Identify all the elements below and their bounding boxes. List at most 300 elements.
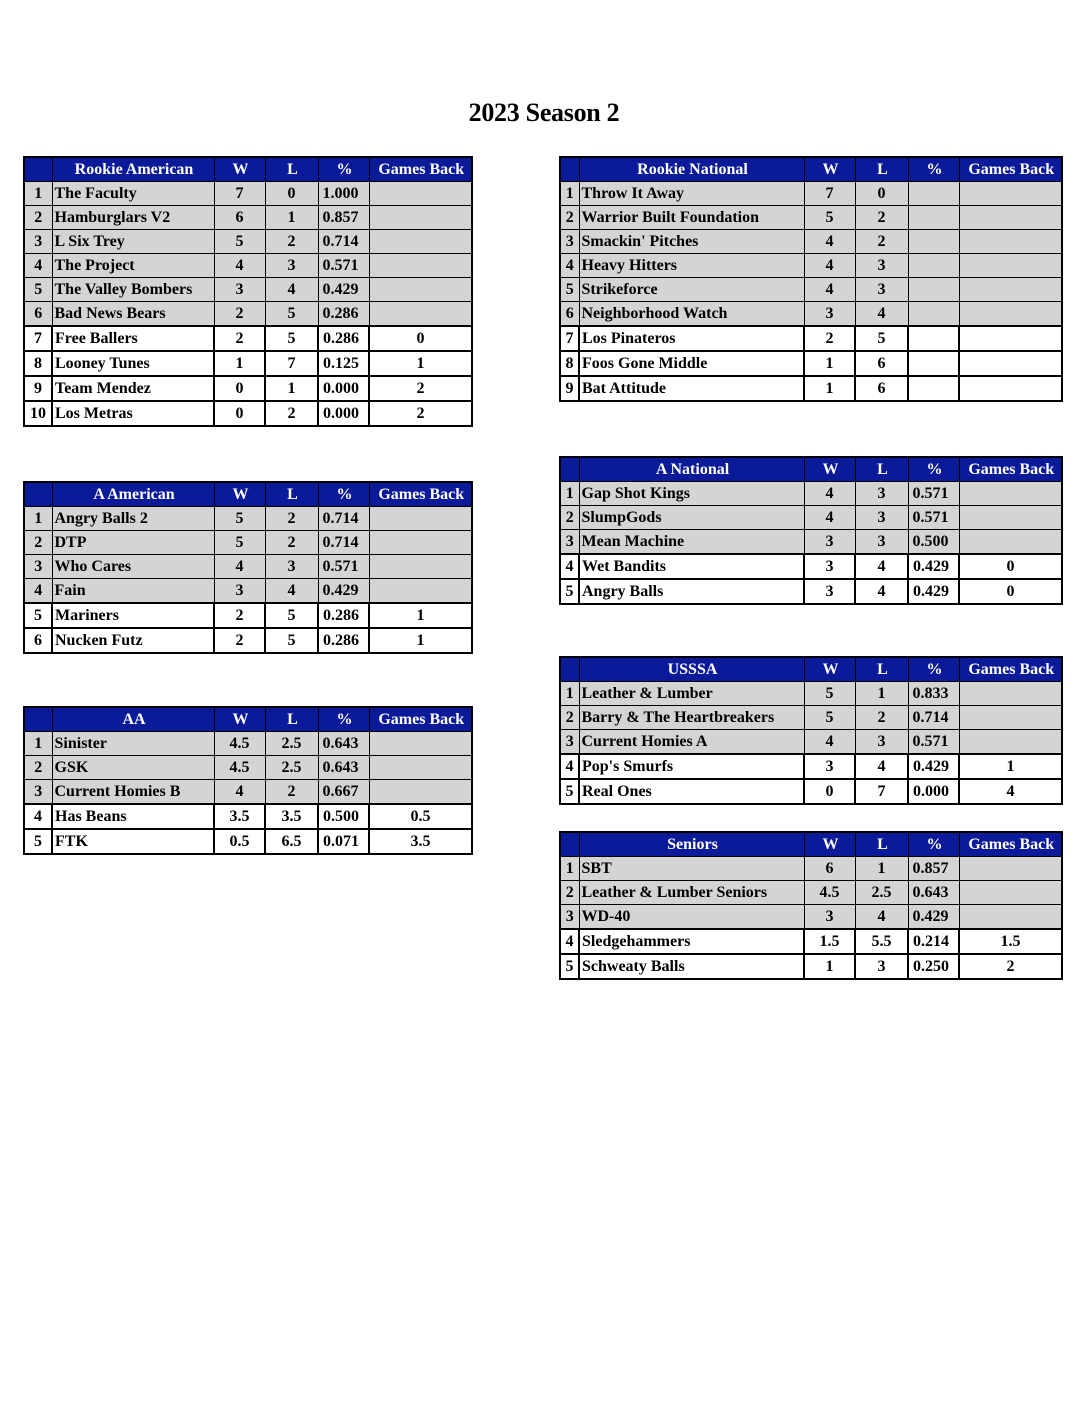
rank-header xyxy=(24,157,52,182)
games-back-cell: 2 xyxy=(959,954,1062,979)
losses-header: L xyxy=(855,832,908,857)
pct-cell xyxy=(908,351,959,376)
team-cell: Throw It Away xyxy=(579,182,804,206)
table-row xyxy=(24,804,472,829)
table-row xyxy=(24,326,472,351)
rank-cell: 1 xyxy=(24,507,52,531)
losses-cell: 4 xyxy=(855,754,908,779)
pct-cell xyxy=(908,206,959,230)
losses-cell: 0 xyxy=(855,182,908,206)
wins-cell: 3 xyxy=(804,905,855,930)
page-title: 2023 Season 2 xyxy=(468,98,620,127)
team-cell: Fain xyxy=(52,579,214,604)
pct-cell xyxy=(908,326,959,351)
rank-cell: 4 xyxy=(24,804,52,829)
team-cell: Heavy Hitters xyxy=(579,254,804,278)
games-back-cell xyxy=(369,206,472,230)
header-row xyxy=(560,832,1062,857)
pct-cell: 0.250 xyxy=(908,954,959,979)
losses-cell: 2.5 xyxy=(265,732,318,756)
wins-cell: 4 xyxy=(804,278,855,302)
losses-header: L xyxy=(265,482,318,507)
games-back-cell: 3.5 xyxy=(369,829,472,854)
losses-cell: 2 xyxy=(855,706,908,730)
games-back-header: Games Back xyxy=(959,157,1062,182)
pct-cell: 0.500 xyxy=(908,530,959,555)
games-back-cell: 4 xyxy=(959,779,1062,804)
team-cell: Smackin' Pitches xyxy=(579,230,804,254)
division-name: USSSA xyxy=(579,657,804,682)
table-row xyxy=(24,507,472,531)
rank-cell: 2 xyxy=(24,531,52,555)
pct-cell: 0.714 xyxy=(318,507,369,531)
table-row xyxy=(560,302,1062,327)
games-back-cell xyxy=(369,278,472,302)
games-back-cell xyxy=(959,530,1062,555)
games-back-cell xyxy=(959,905,1062,930)
team-cell: Strikeforce xyxy=(579,278,804,302)
losses-cell: 4 xyxy=(855,905,908,930)
pct-header: % xyxy=(908,457,959,482)
pct-cell: 0.429 xyxy=(908,905,959,930)
wins-cell: 4.5 xyxy=(214,756,265,780)
games-back-cell: 2 xyxy=(369,376,472,401)
losses-cell: 2.5 xyxy=(855,881,908,905)
wins-cell: 4 xyxy=(214,555,265,579)
pct-cell: 0.571 xyxy=(908,506,959,530)
team-cell: Bat Attitude xyxy=(579,376,804,401)
rank-cell: 4 xyxy=(560,254,579,278)
division-name: A American xyxy=(52,482,214,507)
losses-cell: 6 xyxy=(855,351,908,376)
wins-cell: 1 xyxy=(804,351,855,376)
losses-cell: 6.5 xyxy=(265,829,318,854)
losses-cell: 2 xyxy=(265,230,318,254)
games-back-header: Games Back xyxy=(369,707,472,732)
losses-cell: 7 xyxy=(855,779,908,804)
pct-cell: 0.857 xyxy=(908,857,959,881)
pct-cell: 0.429 xyxy=(318,278,369,302)
wins-header: W xyxy=(804,657,855,682)
games-back-header: Games Back xyxy=(959,832,1062,857)
header-row xyxy=(24,482,472,507)
wins-cell: 3 xyxy=(214,278,265,302)
pct-cell xyxy=(908,302,959,327)
pct-cell: 0.429 xyxy=(908,754,959,779)
wins-cell: 3 xyxy=(804,754,855,779)
team-cell: Warrior Built Foundation xyxy=(579,206,804,230)
pct-cell xyxy=(908,254,959,278)
wins-cell: 7 xyxy=(214,182,265,206)
wins-cell: 3 xyxy=(804,530,855,555)
rank-cell: 3 xyxy=(560,230,579,254)
table-row xyxy=(560,554,1062,579)
rank-cell: 7 xyxy=(560,326,579,351)
table-row xyxy=(560,881,1062,905)
team-cell: Current Homies A xyxy=(579,730,804,755)
rank-cell: 1 xyxy=(24,732,52,756)
rank-cell: 8 xyxy=(560,351,579,376)
games-back-cell xyxy=(959,206,1062,230)
pct-cell: 0.286 xyxy=(318,302,369,327)
table-row xyxy=(560,754,1062,779)
losses-header: L xyxy=(855,157,908,182)
losses-cell: 5 xyxy=(855,326,908,351)
games-back-cell xyxy=(959,230,1062,254)
losses-cell: 3 xyxy=(855,278,908,302)
table-row xyxy=(560,857,1062,881)
pct-cell: 0.429 xyxy=(318,579,369,604)
losses-header: L xyxy=(265,157,318,182)
wins-cell: 7 xyxy=(804,182,855,206)
table-row xyxy=(24,302,472,327)
wins-cell: 2 xyxy=(214,628,265,653)
table-row xyxy=(560,530,1062,555)
wins-cell: 0 xyxy=(804,779,855,804)
games-back-cell: 0.5 xyxy=(369,804,472,829)
rank-cell: 1 xyxy=(560,482,579,506)
team-cell: Leather & Lumber xyxy=(579,682,804,706)
wins-cell: 1 xyxy=(804,954,855,979)
games-back-cell xyxy=(959,182,1062,206)
team-cell: Has Beans xyxy=(52,804,214,829)
table-row xyxy=(24,531,472,555)
header-row xyxy=(24,157,472,182)
table-row xyxy=(560,206,1062,230)
team-cell: Mean Machine xyxy=(579,530,804,555)
games-back-cell xyxy=(959,482,1062,506)
games-back-header: Games Back xyxy=(369,482,472,507)
games-back-cell: 1.5 xyxy=(959,929,1062,954)
rank-cell: 6 xyxy=(560,302,579,327)
pct-header: % xyxy=(908,157,959,182)
losses-cell: 3 xyxy=(855,730,908,755)
table-row xyxy=(24,230,472,254)
wins-cell: 4 xyxy=(804,730,855,755)
pct-cell: 0.500 xyxy=(318,804,369,829)
rank-cell: 3 xyxy=(24,780,52,805)
losses-cell: 2.5 xyxy=(265,756,318,780)
table-row xyxy=(560,579,1062,604)
games-back-cell xyxy=(369,756,472,780)
team-cell: Hamburglars V2 xyxy=(52,206,214,230)
team-cell: Wet Bandits xyxy=(579,554,804,579)
rank-header xyxy=(560,832,579,857)
games-back-cell xyxy=(959,857,1062,881)
team-cell: Team Mendez xyxy=(52,376,214,401)
pct-cell: 0.125 xyxy=(318,351,369,376)
table-row xyxy=(560,326,1062,351)
table-row xyxy=(24,254,472,278)
wins-cell: 4 xyxy=(804,254,855,278)
table-row xyxy=(560,706,1062,730)
table-row xyxy=(24,278,472,302)
wins-cell: 4 xyxy=(804,482,855,506)
losses-cell: 2 xyxy=(265,507,318,531)
losses-cell: 0 xyxy=(265,182,318,206)
pct-header: % xyxy=(908,832,959,857)
rank-cell: 5 xyxy=(24,603,52,628)
losses-cell: 4 xyxy=(855,302,908,327)
team-cell: Current Homies B xyxy=(52,780,214,805)
pct-cell: 1.000 xyxy=(318,182,369,206)
table-row xyxy=(560,254,1062,278)
team-cell: Los Pinateros xyxy=(579,326,804,351)
table-row xyxy=(560,954,1062,979)
pct-cell: 0.429 xyxy=(908,579,959,604)
rank-cell: 2 xyxy=(560,881,579,905)
pct-cell: 0.286 xyxy=(318,628,369,653)
table-row xyxy=(560,506,1062,530)
team-cell: The Faculty xyxy=(52,182,214,206)
losses-cell: 2 xyxy=(855,206,908,230)
pct-cell: 0.214 xyxy=(908,929,959,954)
table-row xyxy=(24,603,472,628)
table-row xyxy=(24,780,472,805)
losses-cell: 3.5 xyxy=(265,804,318,829)
wins-cell: 5 xyxy=(214,531,265,555)
team-cell: Sledgehammers xyxy=(579,929,804,954)
table-row xyxy=(24,206,472,230)
wins-cell: 4 xyxy=(214,780,265,805)
team-cell: Angry Balls 2 xyxy=(52,507,214,531)
losses-cell: 4 xyxy=(265,278,318,302)
table-row xyxy=(24,732,472,756)
rank-cell: 3 xyxy=(560,530,579,555)
division-name: Rookie American xyxy=(52,157,214,182)
losses-cell: 3 xyxy=(855,254,908,278)
wins-cell: 3 xyxy=(804,554,855,579)
losses-cell: 6 xyxy=(855,376,908,401)
division-name: A National xyxy=(579,457,804,482)
pct-header: % xyxy=(908,657,959,682)
a-american-table xyxy=(23,481,473,654)
header-row xyxy=(560,157,1062,182)
losses-cell: 4 xyxy=(265,579,318,604)
games-back-cell: 2 xyxy=(369,401,472,426)
rank-cell: 1 xyxy=(560,682,579,706)
wins-cell: 5 xyxy=(804,206,855,230)
games-back-cell: 0 xyxy=(959,554,1062,579)
team-cell: DTP xyxy=(52,531,214,555)
rank-cell: 3 xyxy=(560,905,579,930)
rank-cell: 3 xyxy=(560,730,579,755)
games-back-cell xyxy=(959,706,1062,730)
pct-cell: 0.714 xyxy=(318,531,369,555)
division-name: Seniors xyxy=(579,832,804,857)
games-back-header: Games Back xyxy=(959,657,1062,682)
losses-cell: 2 xyxy=(265,531,318,555)
pct-cell: 0.286 xyxy=(318,326,369,351)
team-cell: Pop's Smurfs xyxy=(579,754,804,779)
wins-cell: 2 xyxy=(214,603,265,628)
pct-cell: 0.000 xyxy=(318,376,369,401)
pct-cell xyxy=(908,230,959,254)
rank-cell: 9 xyxy=(24,376,52,401)
rank-cell: 1 xyxy=(560,857,579,881)
rank-cell: 5 xyxy=(560,579,579,604)
team-cell: L Six Trey xyxy=(52,230,214,254)
losses-cell: 5 xyxy=(265,302,318,327)
rank-cell: 2 xyxy=(24,756,52,780)
wins-cell: 6 xyxy=(214,206,265,230)
losses-cell: 5 xyxy=(265,628,318,653)
team-cell: Gap Shot Kings xyxy=(579,482,804,506)
pct-cell: 0.714 xyxy=(908,706,959,730)
table-row xyxy=(24,351,472,376)
header-row xyxy=(560,457,1062,482)
losses-cell: 1 xyxy=(265,206,318,230)
wins-cell: 0 xyxy=(214,401,265,426)
rank-cell: 2 xyxy=(560,506,579,530)
wins-cell: 2 xyxy=(214,302,265,327)
games-back-cell: 1 xyxy=(369,603,472,628)
division-name: Rookie National xyxy=(579,157,804,182)
rank-cell: 5 xyxy=(24,829,52,854)
wins-cell: 1 xyxy=(804,376,855,401)
losses-header: L xyxy=(855,657,908,682)
pct-cell xyxy=(908,182,959,206)
rank-header xyxy=(560,157,579,182)
rank-cell: 4 xyxy=(24,254,52,278)
games-back-cell: 0 xyxy=(369,326,472,351)
rank-cell: 2 xyxy=(560,206,579,230)
rank-cell: 4 xyxy=(560,554,579,579)
losses-cell: 3 xyxy=(855,482,908,506)
team-cell: Looney Tunes xyxy=(52,351,214,376)
wins-cell: 1 xyxy=(214,351,265,376)
losses-cell: 4 xyxy=(855,579,908,604)
losses-cell: 2 xyxy=(265,780,318,805)
games-back-cell xyxy=(959,278,1062,302)
games-back-cell xyxy=(369,579,472,604)
header-row xyxy=(24,707,472,732)
pct-cell: 0.643 xyxy=(318,756,369,780)
team-cell: Mariners xyxy=(52,603,214,628)
table-row xyxy=(560,682,1062,706)
wins-header: W xyxy=(804,157,855,182)
rank-cell: 5 xyxy=(24,278,52,302)
rank-cell: 3 xyxy=(24,555,52,579)
losses-cell: 5.5 xyxy=(855,929,908,954)
team-cell: GSK xyxy=(52,756,214,780)
table-row xyxy=(24,829,472,854)
games-back-cell: 1 xyxy=(369,628,472,653)
team-cell: Angry Balls xyxy=(579,579,804,604)
pct-header: % xyxy=(318,707,369,732)
table-row xyxy=(560,779,1062,804)
wins-header: W xyxy=(214,482,265,507)
aa-table xyxy=(23,706,473,855)
wins-cell: 6 xyxy=(804,857,855,881)
pct-cell: 0.643 xyxy=(318,732,369,756)
pct-cell xyxy=(908,376,959,401)
losses-cell: 2 xyxy=(265,401,318,426)
wins-header: W xyxy=(804,832,855,857)
wins-cell: 2 xyxy=(804,326,855,351)
rank-cell: 5 xyxy=(560,278,579,302)
table-row xyxy=(24,579,472,604)
rank-cell: 10 xyxy=(24,401,52,426)
wins-header: W xyxy=(804,457,855,482)
pct-cell: 0.286 xyxy=(318,603,369,628)
pct-cell: 0.571 xyxy=(908,730,959,755)
wins-cell: 4 xyxy=(214,254,265,278)
games-back-cell xyxy=(369,555,472,579)
games-back-cell xyxy=(369,254,472,278)
losses-cell: 3 xyxy=(265,254,318,278)
table-row xyxy=(24,628,472,653)
pct-header: % xyxy=(318,157,369,182)
games-back-cell: 1 xyxy=(959,754,1062,779)
wins-cell: 0.5 xyxy=(214,829,265,854)
losses-cell: 5 xyxy=(265,326,318,351)
wins-header: W xyxy=(214,707,265,732)
wins-cell: 4.5 xyxy=(214,732,265,756)
team-cell: Free Ballers xyxy=(52,326,214,351)
losses-cell: 2 xyxy=(855,230,908,254)
team-cell: WD-40 xyxy=(579,905,804,930)
team-cell: Neighborhood Watch xyxy=(579,302,804,327)
rank-header xyxy=(560,657,579,682)
rank-header xyxy=(560,457,579,482)
wins-cell: 2 xyxy=(214,326,265,351)
table-row xyxy=(560,230,1062,254)
a-national-table xyxy=(559,456,1063,605)
team-cell: The Project xyxy=(52,254,214,278)
header-row xyxy=(560,657,1062,682)
games-back-cell xyxy=(959,376,1062,401)
team-cell: FTK xyxy=(52,829,214,854)
losses-header: L xyxy=(855,457,908,482)
pct-cell: 0.429 xyxy=(908,554,959,579)
wins-cell: 4 xyxy=(804,230,855,254)
rookie-national-table xyxy=(559,156,1063,402)
rank-header xyxy=(24,482,52,507)
rank-cell: 4 xyxy=(560,754,579,779)
games-back-cell xyxy=(369,507,472,531)
table-row xyxy=(560,376,1062,401)
division-name: AA xyxy=(52,707,214,732)
rank-cell: 2 xyxy=(24,206,52,230)
pct-header: % xyxy=(318,482,369,507)
table-row xyxy=(560,929,1062,954)
rank-cell: 7 xyxy=(24,326,52,351)
wins-cell: 3 xyxy=(214,579,265,604)
losses-cell: 1 xyxy=(855,857,908,881)
table-row xyxy=(24,182,472,206)
games-back-cell xyxy=(959,326,1062,351)
team-cell: Nucken Futz xyxy=(52,628,214,653)
losses-cell: 3 xyxy=(855,954,908,979)
wins-cell: 4.5 xyxy=(804,881,855,905)
team-cell: Los Metras xyxy=(52,401,214,426)
table-row xyxy=(24,756,472,780)
games-back-cell xyxy=(369,302,472,327)
seniors-table xyxy=(559,831,1063,980)
rank-cell: 8 xyxy=(24,351,52,376)
pct-cell: 0.857 xyxy=(318,206,369,230)
pct-cell: 0.000 xyxy=(318,401,369,426)
team-cell: Sinister xyxy=(52,732,214,756)
wins-cell: 0 xyxy=(214,376,265,401)
pct-cell: 0.643 xyxy=(908,881,959,905)
games-back-header: Games Back xyxy=(959,457,1062,482)
games-back-cell xyxy=(369,732,472,756)
pct-cell: 0.667 xyxy=(318,780,369,805)
losses-cell: 5 xyxy=(265,603,318,628)
wins-cell: 3 xyxy=(804,302,855,327)
